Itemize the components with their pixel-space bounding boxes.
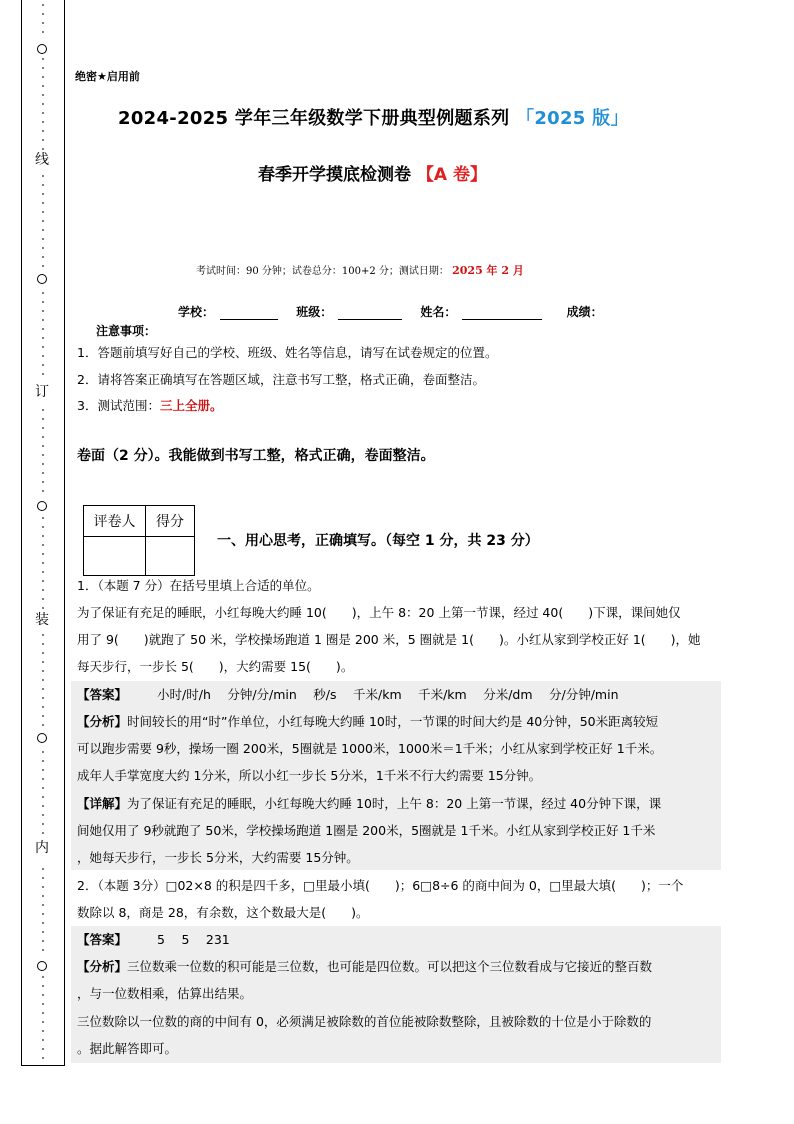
q2-analysis-text-1: 三位数乘一位数的积可能是三位数，也可能是四位数。可以把这个三位数看成与它接近的整百数 <box>127 959 653 974</box>
binding-dot <box>42 148 44 150</box>
score-cell[interactable] <box>146 537 195 576</box>
binding-char: 线 <box>35 152 49 168</box>
binding-dot <box>42 598 44 600</box>
grader-header: 评卷人 <box>84 506 146 537</box>
binding-dot <box>42 1021 44 1023</box>
binding-char: 装 <box>35 612 49 628</box>
q1-analysis-2: 可以跑步需要 9秒，操场一圈 200米，5圈就是 1000米，1000米＝1千米；小红从家到学校正好 1千米。 <box>77 741 663 756</box>
class-label: 班级： <box>296 305 333 319</box>
binding-char: 内 <box>35 840 49 856</box>
binding-dot <box>42 760 44 762</box>
q1-detail-1 <box>77 794 661 812</box>
page-title <box>118 104 629 130</box>
binding-dotted-line <box>35 0 49 1065</box>
binding-dot <box>42 904 44 906</box>
q1-analysis-label: 【分析】 <box>77 714 128 729</box>
binding-dot <box>42 256 44 258</box>
binding-dot <box>42 364 44 366</box>
binding-dot <box>42 1003 44 1005</box>
binding-dot <box>42 94 44 96</box>
binding-dot <box>42 229 44 231</box>
binding-dot <box>42 22 44 24</box>
binding-dot <box>42 4 44 6</box>
binding-dot <box>42 877 44 879</box>
binding-dot <box>42 697 44 699</box>
binding-hole <box>37 274 47 284</box>
binding-hole <box>37 44 47 54</box>
binding-dot <box>42 670 44 672</box>
binding-dot <box>42 373 44 375</box>
binding-dot <box>42 535 44 537</box>
name-blank[interactable] <box>462 307 542 320</box>
notice-item-3-prefix: 3．测试范围： <box>77 398 160 413</box>
binding-dot <box>42 1030 44 1032</box>
binding-dot <box>42 202 44 204</box>
binding-dot <box>42 787 44 789</box>
grader-cell[interactable] <box>84 537 146 576</box>
binding-dot <box>42 310 44 312</box>
exam-info-text: 考试时间：90 分钟；试卷总分：100+2 分；测试日期： <box>196 266 449 277</box>
binding-dot <box>42 517 44 519</box>
binding-dot <box>42 895 44 897</box>
class-blank[interactable] <box>338 307 402 320</box>
binding-dot <box>42 58 44 60</box>
binding-dot <box>42 553 44 555</box>
binding-dot <box>42 247 44 249</box>
binding-dot <box>42 112 44 114</box>
title-edition: 「2025 版」 <box>516 108 629 129</box>
binding-dot <box>42 688 44 690</box>
binding-dot <box>42 121 44 123</box>
binding-dot <box>42 823 44 825</box>
q1-stem: 1．（本题 7 分）在括号里填上合适的单位。 <box>77 578 320 593</box>
binding-dot <box>42 715 44 717</box>
binding-dot <box>42 886 44 888</box>
binding-dot <box>42 238 44 240</box>
binding-dot <box>42 337 44 339</box>
binding-dot <box>42 220 44 222</box>
exam-date: 2025 年 2 月 <box>452 264 524 277</box>
binding-dot <box>42 976 44 978</box>
binding-dot <box>42 454 44 456</box>
binding-dot <box>42 472 44 474</box>
binding-dot <box>42 580 44 582</box>
score-table <box>83 505 195 576</box>
binding-dot <box>42 931 44 933</box>
binding-dot <box>42 193 44 195</box>
binding-dot <box>42 481 44 483</box>
binding-hole <box>37 501 47 511</box>
binding-dot <box>42 724 44 726</box>
binding-dot <box>42 940 44 942</box>
binding-dot <box>42 130 44 132</box>
q1-line-3: 每天步行，一步长 5( )，大约需要 15( )。 <box>77 659 354 674</box>
binding-dot <box>42 463 44 465</box>
score-header: 得分 <box>146 506 195 537</box>
score-label: 成绩： <box>566 305 603 319</box>
binding-dot <box>42 31 44 33</box>
binding-dot <box>42 265 44 267</box>
binding-dot <box>42 175 44 177</box>
q1-detail-3: ，她每天步行，一步长 5分米，大约需要 15分钟。 <box>77 850 359 865</box>
notice-item-1: 1．答题前填写好自己的学校、班级、姓名等信息，请写在试卷规定的位置。 <box>77 345 498 360</box>
confidential-mark: 绝密★启用前 <box>75 70 140 83</box>
binding-dot <box>42 562 44 564</box>
binding-dot <box>42 1057 44 1059</box>
notice-item-2: 2．请将答案正确填写在答题区域，注意书写工整，格式正确，卷面整洁。 <box>77 372 485 387</box>
binding-char: 订 <box>35 384 49 400</box>
q1-line-2: 用了 9( )就跑了 50 米，学校操场跑道 1 圈是 200 米，5 圈就是 1( )。小红从家到学校正好 1( )，她 <box>77 632 701 647</box>
school-blank[interactable] <box>220 307 278 320</box>
binding-hole <box>37 733 47 743</box>
binding-margin <box>21 0 65 1066</box>
q2-answer-label: 【答案】 <box>77 932 128 947</box>
binding-dot <box>42 526 44 528</box>
binding-dot <box>42 922 44 924</box>
binding-dot <box>42 634 44 636</box>
binding-dot <box>42 103 44 105</box>
q2-analysis-1 <box>77 957 652 975</box>
student-info-fields <box>178 303 603 320</box>
q2-answer <box>77 930 230 948</box>
binding-dot <box>42 994 44 996</box>
q1-analysis-text-1: 时间较长的用“时”作单位，小红每晚大约睡 10时，一节课的时间大约是 40分钟，50米距离较短 <box>127 714 659 729</box>
q1-answer <box>77 685 619 703</box>
binding-dot <box>42 346 44 348</box>
binding-dot <box>42 1039 44 1041</box>
q1-detail-label: 【详解】 <box>77 796 128 811</box>
binding-dot <box>42 211 44 213</box>
binding-dot <box>42 868 44 870</box>
subtitle-main: 春季开学摸底检测卷 <box>258 165 411 185</box>
notice-item-3 <box>77 396 222 414</box>
binding-dot <box>42 418 44 420</box>
binding-dot <box>42 805 44 807</box>
binding-dot <box>42 589 44 591</box>
binding-dot <box>42 769 44 771</box>
q1-analysis-3: 成年人手掌宽度大约 1分米，所以小红一步长 5分米，1千米不行大约需要 15分钟。 <box>77 768 542 783</box>
binding-dot <box>42 913 44 915</box>
binding-dot <box>42 328 44 330</box>
q2-line-1: 2．（本题 3分）□02×8 的积是四千多，□里最小填( )；6□8÷6 的商中间为 0，□里最大填( )；一个 <box>77 878 684 893</box>
binding-dot <box>42 76 44 78</box>
binding-dot <box>42 796 44 798</box>
binding-dot <box>42 643 44 645</box>
binding-dot <box>42 814 44 816</box>
binding-dot <box>42 1012 44 1014</box>
q1-answer-label: 【答案】 <box>77 687 128 702</box>
notice-title: 注意事项： <box>96 324 157 338</box>
q2-analysis-4: 。据此解答即可。 <box>77 1041 178 1056</box>
title-main: 2024-2025 学年三年级数学下册典型例题系列 <box>118 108 510 129</box>
binding-dot <box>42 607 44 609</box>
binding-dot <box>42 85 44 87</box>
q1-line-1: 为了保证有充足的睡眠，小红每晚大约睡 10( )，上午 8：20 上第一节课，经过 40( )下课，课间她仅 <box>77 605 681 620</box>
binding-dot <box>42 751 44 753</box>
binding-dot <box>42 1048 44 1050</box>
q1-analysis-1 <box>77 712 658 730</box>
q2-analysis-3: 三位数除以一位数的商的中间有 0，必须满足被除数的首位能被除数整除，且被除数的十位是小于除数的 <box>77 1014 652 1029</box>
q2-analysis-label: 【分析】 <box>77 959 128 974</box>
name-label: 姓名： <box>420 305 457 319</box>
binding-dot <box>42 139 44 141</box>
neatness-statement: 卷面（2 分）。我能做到书写工整，格式正确，卷面整洁。 <box>77 448 435 464</box>
q2-answer-text: 5 5 231 <box>157 932 230 947</box>
binding-dot <box>42 778 44 780</box>
binding-dot <box>42 319 44 321</box>
binding-dot <box>42 292 44 294</box>
binding-dot <box>42 445 44 447</box>
binding-dot <box>42 13 44 15</box>
binding-dot <box>42 571 44 573</box>
q2-analysis-2: ，与一位数相乘，估算出结果。 <box>77 986 253 1001</box>
binding-hole <box>37 961 47 971</box>
school-label: 学校： <box>178 305 215 319</box>
binding-dot <box>42 409 44 411</box>
binding-dot <box>42 832 44 834</box>
q1-answer-text: 小时/时/h 分钟/分/min 秒/s 千米/km 千米/km 分米/dm 分/分钟/min <box>157 687 619 702</box>
exam-info <box>196 262 524 278</box>
binding-dot <box>42 949 44 951</box>
binding-dot <box>42 184 44 186</box>
binding-dot <box>42 355 44 357</box>
binding-dot <box>42 544 44 546</box>
binding-dot <box>42 985 44 987</box>
q1-detail-2: 间她仅用了 9秒就跑了 50米，学校操场跑道 1圈是 200米，5圈就是 1千米。小红从家到学校正好 1千米 <box>77 823 656 838</box>
binding-dot <box>42 436 44 438</box>
section-1-heading: 一、用心思考，正确填写。（每空 1 分，共 23 分） <box>217 533 539 549</box>
binding-dot <box>42 679 44 681</box>
binding-dot <box>42 427 44 429</box>
binding-dot <box>42 490 44 492</box>
binding-dot <box>42 706 44 708</box>
test-scope: 三上全册。 <box>159 398 223 413</box>
binding-dot <box>42 661 44 663</box>
subtitle-tag: 【A 卷】 <box>416 165 487 185</box>
binding-dot <box>42 301 44 303</box>
binding-dot <box>42 652 44 654</box>
page-subtitle <box>258 160 487 185</box>
q2-line-2: 数除以 8，商是 28，有余数，这个数最大是( )。 <box>77 905 369 920</box>
binding-dot <box>42 67 44 69</box>
q1-detail-text-1: 为了保证有充足的睡眠，小红每晚大约睡 10时，上午 8：20 上第一节课，经过 40分钟下课，课 <box>127 796 662 811</box>
